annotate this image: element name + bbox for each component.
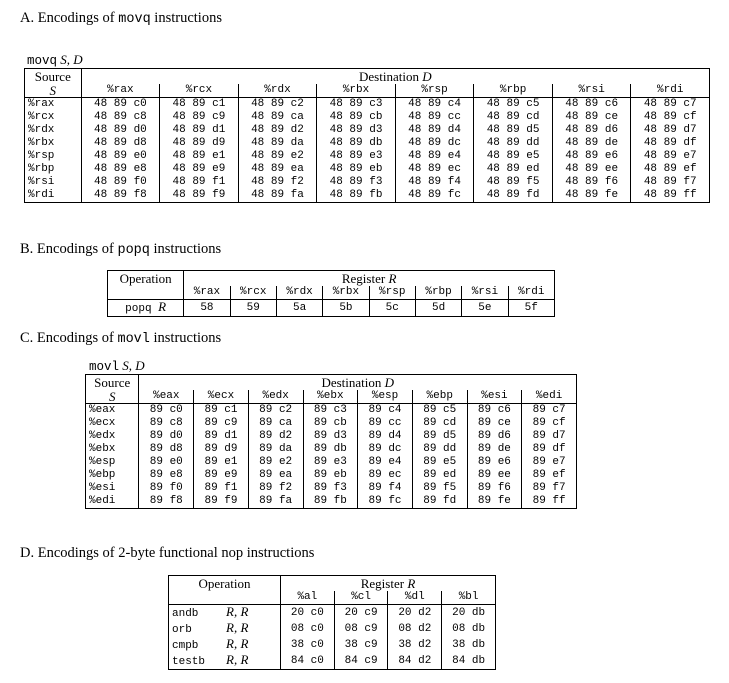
column-header: %rdx: [276, 286, 322, 300]
encoding-cell: 48 89 fe: [552, 189, 631, 203]
encoding-cell: 48 89 d3: [317, 124, 396, 137]
table-row: [86, 417, 577, 430]
operation-header: Operation: [169, 576, 281, 605]
encoding-cell: 48 89 ee: [552, 163, 631, 176]
encoding-cell: 48 89 f3: [317, 176, 396, 189]
row-source: %rdi: [25, 189, 82, 203]
encoding-cell: 08 db: [442, 621, 496, 637]
row-source: %rsi: [25, 176, 82, 189]
register-var: R: [388, 271, 397, 286]
encoding-cell: 89 da: [248, 443, 303, 456]
column-header: %rsp: [369, 286, 415, 300]
table-row: [86, 482, 577, 495]
encoding-cell: 48 89 fc: [395, 189, 474, 203]
table-row: [86, 495, 577, 509]
operation-operands: R, R: [226, 652, 249, 667]
row-source: %rbx: [25, 137, 82, 150]
source-var: S: [25, 84, 82, 98]
operation-cell: [169, 605, 281, 622]
column-header: %ecx: [194, 390, 249, 404]
encoding-cell: 48 89 f7: [631, 176, 710, 189]
table-row: [169, 653, 496, 670]
column-header: %edi: [522, 390, 577, 404]
encoding-cell: 89 c8: [139, 417, 194, 430]
encoding-cell: 89 ee: [467, 469, 522, 482]
register-header: [281, 576, 496, 592]
encoding-cell: 48 89 c4: [395, 98, 474, 112]
table-row: [25, 137, 710, 150]
section-c-caption: [89, 358, 145, 374]
encoding-cell: 48 89 c0: [81, 98, 160, 112]
column-header: %rsp: [395, 84, 474, 98]
encoding-cell: 48 89 fd: [474, 189, 553, 203]
encoding-cell: 89 d9: [194, 443, 249, 456]
encoding-cell: 89 f7: [522, 482, 577, 495]
register-label: Register: [360, 576, 405, 591]
operation-cell: [169, 621, 281, 637]
encoding-cell: 48 89 ef: [631, 163, 710, 176]
encoding-cell: 48 89 d1: [160, 124, 239, 137]
operation-operands: R, R: [226, 620, 249, 635]
operation-cell: [169, 637, 281, 653]
encoding-cell: 89 e2: [248, 456, 303, 469]
encoding-cell: 89 fc: [358, 495, 413, 509]
encoding-cell: 5e: [462, 300, 508, 317]
column-header: %rcx: [160, 84, 239, 98]
destination-header: [139, 375, 577, 391]
encoding-cell: 89 e3: [303, 456, 358, 469]
row-source: %rsp: [25, 150, 82, 163]
encoding-cell: 89 c3: [303, 404, 358, 418]
encoding-cell: 89 f8: [139, 495, 194, 509]
encoding-cell: 89 d5: [412, 430, 467, 443]
encoding-cell: 20 c9: [334, 605, 388, 622]
encoding-cell: 08 c9: [334, 621, 388, 637]
encoding-cell: 48 89 fa: [238, 189, 317, 203]
encoding-cell: 48 89 c2: [238, 98, 317, 112]
encoding-cell: 48 89 c3: [317, 98, 396, 112]
encoding-cell: 5d: [415, 300, 461, 317]
encoding-cell: 48 89 c5: [474, 98, 553, 112]
encoding-cell: 89 d0: [139, 430, 194, 443]
encoding-cell: 5a: [276, 300, 322, 317]
encoding-cell: 89 e6: [467, 456, 522, 469]
encoding-cell: 48 89 d0: [81, 124, 160, 137]
column-header: %rbp: [474, 84, 553, 98]
encoding-cell: 89 dc: [358, 443, 413, 456]
encoding-cell: 48 89 cb: [317, 111, 396, 124]
encoding-cell: 89 d6: [467, 430, 522, 443]
encoding-cell: 48 89 dd: [474, 137, 553, 150]
encoding-cell: 89 e7: [522, 456, 577, 469]
encoding-cell: 89 db: [303, 443, 358, 456]
encoding-cell: 89 cb: [303, 417, 358, 430]
section-a-title-code: movq: [118, 12, 151, 27]
encoding-cell: 89 c2: [248, 404, 303, 418]
section-c-title-code: movl: [117, 332, 150, 347]
encoding-cell: 48 89 d4: [395, 124, 474, 137]
encoding-cell: 48 89 f1: [160, 176, 239, 189]
source-header: Source: [25, 69, 82, 85]
encoding-cell: 20 d2: [388, 605, 442, 622]
row-source: %ebx: [86, 443, 139, 456]
row-source: %eax: [86, 404, 139, 418]
column-header: %bl: [442, 591, 496, 605]
row-source: %esi: [86, 482, 139, 495]
table-row: [25, 124, 710, 137]
encoding-cell: 38 c9: [334, 637, 388, 653]
section-a-title: [20, 10, 222, 27]
encoding-cell: 48 89 eb: [317, 163, 396, 176]
section-a-title-suffix: instructions: [150, 10, 222, 26]
column-header: %cl: [334, 591, 388, 605]
section-d-title: D. Encodings of 2-byte functional nop instructions: [20, 545, 315, 561]
encoding-cell: 89 ed: [412, 469, 467, 482]
column-header: %esp: [358, 390, 413, 404]
encoding-cell: 48 89 ce: [552, 111, 631, 124]
section-c-title: [20, 330, 221, 347]
encoding-cell: 48 89 e8: [81, 163, 160, 176]
table-row: [86, 443, 577, 456]
encoding-cell: 5c: [369, 300, 415, 317]
row-source: %ecx: [86, 417, 139, 430]
column-header: %rdx: [238, 84, 317, 98]
column-header: %rax: [184, 286, 230, 300]
column-header: %rbp: [415, 286, 461, 300]
encoding-cell: 48 89 f0: [81, 176, 160, 189]
encoding-cell: 20 db: [442, 605, 496, 622]
encoding-cell: 89 f3: [303, 482, 358, 495]
encoding-cell: 89 c6: [467, 404, 522, 418]
section-a-caption: [27, 52, 83, 68]
section-c-title-suffix: instructions: [149, 330, 222, 346]
encoding-cell: 48 89 c9: [160, 111, 239, 124]
encoding-cell: 48 89 e2: [238, 150, 317, 163]
operation-code: cmpb: [172, 640, 199, 652]
encoding-cell: 48 89 f6: [552, 176, 631, 189]
encoding-cell: 89 e0: [139, 456, 194, 469]
encoding-cell: 89 e1: [194, 456, 249, 469]
operation-cell: [169, 653, 281, 670]
popq-op-var: R: [158, 299, 167, 314]
encoding-cell: 48 89 d5: [474, 124, 553, 137]
section-b-title-suffix: instructions: [149, 241, 222, 257]
row-source: %rcx: [25, 111, 82, 124]
row-source: %edi: [86, 495, 139, 509]
encoding-cell: 89 cd: [412, 417, 467, 430]
popq-encoding-table: [107, 270, 555, 317]
encoding-cell: 89 fe: [467, 495, 522, 509]
encoding-cell: 38 d2: [388, 637, 442, 653]
column-header: %edx: [248, 390, 303, 404]
encoding-cell: 48 89 fb: [317, 189, 396, 203]
encoding-cell: 89 ea: [248, 469, 303, 482]
column-header: %al: [281, 591, 335, 605]
source-header: Source: [86, 375, 139, 391]
encoding-cell: 48 89 cd: [474, 111, 553, 124]
encoding-cell: 48 89 c7: [631, 98, 710, 112]
column-header: %rdi: [631, 84, 710, 98]
encoding-cell: 48 89 cc: [395, 111, 474, 124]
encoding-cell: 89 d1: [194, 430, 249, 443]
table-row: [86, 456, 577, 469]
row-source: %ebp: [86, 469, 139, 482]
encoding-cell: 84 c9: [334, 653, 388, 670]
encoding-cell: 89 f9: [194, 495, 249, 509]
row-source: %rax: [25, 98, 82, 112]
encoding-cell: 84 db: [442, 653, 496, 670]
encoding-cell: 89 e4: [358, 456, 413, 469]
encoding-cell: 48 89 d6: [552, 124, 631, 137]
encoding-cell: 48 89 c6: [552, 98, 631, 112]
table-row: [169, 637, 496, 653]
encoding-cell: 89 fb: [303, 495, 358, 509]
encoding-cell: 89 f0: [139, 482, 194, 495]
section-b-title: [20, 241, 221, 258]
encoding-cell: 89 c7: [522, 404, 577, 418]
encoding-cell: 48 89 ed: [474, 163, 553, 176]
encoding-cell: 48 89 e6: [552, 150, 631, 163]
operation-header: Operation: [108, 271, 184, 300]
encoding-cell: 08 c0: [281, 621, 335, 637]
encoding-cell: 48 89 df: [631, 137, 710, 150]
destination-header: [81, 69, 709, 85]
table-row: [86, 430, 577, 443]
encoding-cell: 48 89 ec: [395, 163, 474, 176]
column-header: %dl: [388, 591, 442, 605]
encoding-cell: 89 fd: [412, 495, 467, 509]
encoding-cell: 89 f2: [248, 482, 303, 495]
encoding-cell: 48 89 ca: [238, 111, 317, 124]
encoding-cell: 48 89 c1: [160, 98, 239, 112]
nop-encoding-table: [168, 575, 496, 670]
encoding-cell: 89 eb: [303, 469, 358, 482]
column-header: %ebx: [303, 390, 358, 404]
encoding-cell: 48 89 e3: [317, 150, 396, 163]
column-header: %rbx: [323, 286, 369, 300]
encoding-cell: 48 89 f2: [238, 176, 317, 189]
operation-code: testb: [172, 656, 206, 668]
encoding-cell: 48 89 d7: [631, 124, 710, 137]
register-var: R: [407, 576, 416, 591]
encoding-cell: 38 db: [442, 637, 496, 653]
encoding-cell: 89 ec: [358, 469, 413, 482]
table-row: [25, 163, 710, 176]
row-source: %rdx: [25, 124, 82, 137]
encoding-cell: 48 89 e7: [631, 150, 710, 163]
encoding-cell: 89 d2: [248, 430, 303, 443]
operation-operands: R, R: [226, 636, 249, 651]
destination-label: Destination: [321, 375, 382, 390]
table-row: [169, 605, 496, 622]
encoding-cell: 84 d2: [388, 653, 442, 670]
encoding-cell: 48 89 de: [552, 137, 631, 150]
column-header: %rax: [81, 84, 160, 98]
encoding-cell: 89 e9: [194, 469, 249, 482]
section-a-caption-operands: S, D: [60, 52, 83, 67]
encoding-cell: 89 de: [467, 443, 522, 456]
encoding-cell: 89 e5: [412, 456, 467, 469]
encoding-cell: 89 d8: [139, 443, 194, 456]
encoding-cell: 48 89 e5: [474, 150, 553, 163]
encoding-cell: 89 c5: [412, 404, 467, 418]
encoding-cell: 48 89 cf: [631, 111, 710, 124]
encoding-cell: 89 ce: [467, 417, 522, 430]
encoding-cell: 38 c0: [281, 637, 335, 653]
encoding-cell: 48 89 db: [317, 137, 396, 150]
encoding-cell: 48 89 e9: [160, 163, 239, 176]
column-header: %rbx: [317, 84, 396, 98]
encoding-cell: 89 f4: [358, 482, 413, 495]
destination-label: Destination: [359, 69, 419, 84]
encoding-cell: 89 fa: [248, 495, 303, 509]
column-header: %ebp: [412, 390, 467, 404]
operation-operands: R, R: [226, 604, 249, 619]
encoding-cell: 48 89 e0: [81, 150, 160, 163]
popq-op-code: popq: [125, 303, 152, 315]
column-header: %eax: [139, 390, 194, 404]
column-header: %esi: [467, 390, 522, 404]
encoding-cell: 89 ca: [248, 417, 303, 430]
encoding-cell: 89 d3: [303, 430, 358, 443]
source-var: S: [86, 390, 139, 404]
encoding-cell: 48 89 f5: [474, 176, 553, 189]
encoding-cell: 89 ff: [522, 495, 577, 509]
column-header: %rdi: [508, 286, 554, 300]
table-row: [86, 404, 577, 418]
table-row: [25, 111, 710, 124]
register-label: Register: [341, 271, 386, 286]
encoding-cell: 48 89 dc: [395, 137, 474, 150]
table-row: [25, 150, 710, 163]
encoding-cell: 48 89 da: [238, 137, 317, 150]
register-header: [184, 271, 555, 287]
section-b-title-code: popq: [117, 243, 150, 258]
row-source: %edx: [86, 430, 139, 443]
row-source: %esp: [86, 456, 139, 469]
section-c-caption-code: movl: [89, 360, 120, 374]
encoding-cell: 48 89 ff: [631, 189, 710, 203]
encoding-cell: 48 89 d8: [81, 137, 160, 150]
encoding-cell: 5f: [508, 300, 554, 317]
table-row: [25, 189, 710, 203]
encoding-cell: 48 89 d9: [160, 137, 239, 150]
encoding-cell: 89 cf: [522, 417, 577, 430]
encoding-cell: 89 c0: [139, 404, 194, 418]
encoding-cell: 89 d4: [358, 430, 413, 443]
encoding-cell: 20 c0: [281, 605, 335, 622]
encoding-cell: 89 cc: [358, 417, 413, 430]
encoding-cell: 58: [184, 300, 230, 317]
table-row: [86, 469, 577, 482]
encoding-cell: 48 89 e1: [160, 150, 239, 163]
table-row: [25, 98, 710, 112]
movq-encoding-table: [24, 68, 710, 203]
encoding-cell: 59: [230, 300, 276, 317]
encoding-cell: 89 c4: [358, 404, 413, 418]
encoding-cell: 48 89 d2: [238, 124, 317, 137]
row-source: %rbp: [25, 163, 82, 176]
encoding-cell: 48 89 f8: [81, 189, 160, 203]
encoding-cell: 5b: [323, 300, 369, 317]
encoding-cell: 48 89 f4: [395, 176, 474, 189]
destination-var: D: [384, 375, 395, 390]
encoding-cell: 89 c1: [194, 404, 249, 418]
encoding-cell: 89 d7: [522, 430, 577, 443]
encoding-cell: 84 c0: [281, 653, 335, 670]
encoding-cell: 48 89 f9: [160, 189, 239, 203]
column-header: %rsi: [462, 286, 508, 300]
section-a-title-prefix: A. Encodings of: [20, 10, 119, 26]
section-c-caption-operands: S, D: [122, 358, 145, 373]
destination-var: D: [422, 69, 432, 84]
column-header: %rsi: [552, 84, 631, 98]
operation-code: orb: [172, 624, 192, 636]
encoding-cell: 48 89 c8: [81, 111, 160, 124]
encoding-cell: 89 f6: [467, 482, 522, 495]
encoding-cell: 08 d2: [388, 621, 442, 637]
encoding-cell: 89 dd: [412, 443, 467, 456]
table-row: [25, 176, 710, 189]
encoding-cell: 89 c9: [194, 417, 249, 430]
section-b-title-prefix: B. Encodings of: [20, 241, 118, 257]
operation-code: andb: [172, 608, 199, 620]
section-c-title-prefix: C. Encodings of: [20, 330, 118, 346]
section-a-caption-code: movq: [27, 54, 58, 68]
encoding-cell: 89 ef: [522, 469, 577, 482]
encoding-cell: 89 f5: [412, 482, 467, 495]
popq-op-cell: [108, 300, 184, 317]
encoding-cell: 89 e8: [139, 469, 194, 482]
encoding-cell: 89 f1: [194, 482, 249, 495]
movl-encoding-table: [85, 374, 577, 509]
column-header: %rcx: [230, 286, 276, 300]
encoding-cell: 48 89 ea: [238, 163, 317, 176]
encoding-cell: 48 89 e4: [395, 150, 474, 163]
table-row: [169, 621, 496, 637]
encoding-cell: 89 df: [522, 443, 577, 456]
